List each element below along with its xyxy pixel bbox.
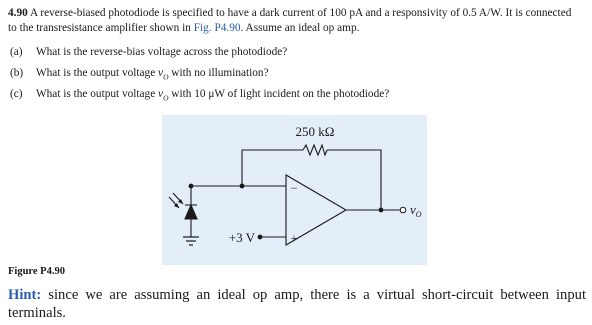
part-a-text: What is the reverse-bias voltage across the photodiode?	[36, 46, 288, 58]
output-node-dot	[379, 208, 384, 213]
output-voltage-label: $v_O$	[410, 202, 422, 219]
hint-label: Hint:	[8, 287, 42, 303]
hint-text: since we are assuming an ideal op amp, there is a virtual short-circuit between input terminals.	[8, 287, 586, 321]
part-b-label: (b)	[10, 67, 24, 79]
ground-symbol	[183, 237, 199, 245]
part-c-rest: with 10 μW of light incident on the photodiode?	[168, 88, 390, 100]
hint-paragraph	[8, 287, 586, 322]
part-c-label: (c)	[10, 88, 23, 100]
part-b	[10, 66, 269, 84]
problem-number: 4.90	[8, 7, 28, 19]
part-c	[10, 87, 389, 105]
resistor-label: 250 kΩ	[295, 124, 335, 139]
part-a	[10, 45, 287, 60]
problem-statement	[8, 6, 582, 36]
circuit-figure	[162, 115, 427, 265]
part-b-rest: with no illumination?	[168, 67, 269, 79]
output-terminal	[400, 207, 406, 213]
photodiode-node-dot	[189, 184, 194, 189]
feedback-wire-right	[327, 150, 381, 210]
bias-voltage-label: +3 V	[228, 230, 255, 245]
plus-sign: +	[290, 231, 298, 245]
figure-link[interactable]: Fig. P4.90	[193, 22, 241, 34]
part-c-text: What is the output voltage	[36, 88, 159, 100]
minus-sign: −	[290, 181, 298, 195]
part-c-variable: $v_O$	[158, 88, 169, 103]
part-b-text: What is the output voltage	[36, 67, 159, 79]
problem-text-end: . Assume an ideal op amp.	[240, 22, 360, 34]
part-b-variable: $v_O$	[158, 67, 169, 82]
photodiode	[185, 205, 197, 219]
circuit-diagram	[162, 115, 427, 265]
feedback-resistor	[303, 145, 327, 155]
part-a-label: (a)	[10, 46, 23, 58]
bias-terminal-dot	[258, 235, 263, 240]
problem-text-start: A reverse-biased photodiode is specified to have a dark current of 100 pA and a responsivity of 0.5 A/W. It is connected to the transresistance amplifier shown in	[8, 7, 572, 34]
inverting-node-dot	[240, 184, 245, 189]
figure-caption: Figure P4.90	[8, 266, 65, 277]
